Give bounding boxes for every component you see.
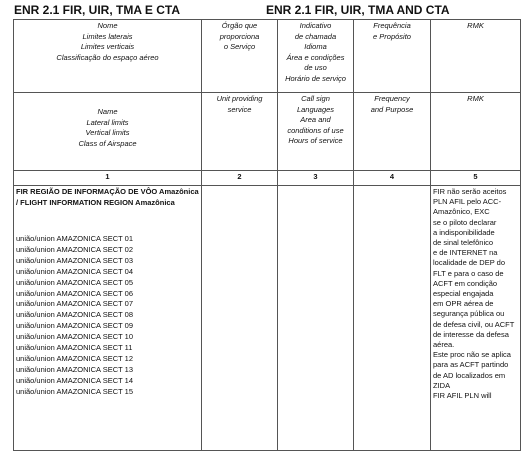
- column-number-5: 5: [431, 171, 521, 186]
- header-line: Call sign: [301, 94, 330, 103]
- remark-line: Amazônico, EXC: [433, 207, 490, 217]
- remark-line: para as ACFT partindo: [433, 360, 509, 370]
- remark-line: em OPR aérea de: [433, 299, 494, 309]
- sector-item: união/union AMAZONICA SECT 02: [16, 244, 134, 254]
- header-line: Name: [97, 107, 118, 116]
- sector-item: união/union AMAZONICA SECT 05: [16, 277, 134, 287]
- header-line: Class of Airspace: [78, 138, 137, 148]
- header-pt-col3: [278, 20, 354, 93]
- header-pt-col2: [202, 20, 278, 93]
- remark-line: de defesa civil, ou ACFT: [433, 319, 515, 329]
- header-line: Area and: [300, 115, 331, 124]
- remark-line: se o piloto declarar: [433, 217, 497, 227]
- remark-line: localidade de DEP do: [433, 258, 505, 268]
- header-line: Hours of service: [288, 136, 343, 145]
- sector-item: união/union AMAZONICA SECT 07: [16, 299, 134, 309]
- sector-item: união/union AMAZONICA SECT 13: [16, 364, 134, 374]
- remark-line: a indisponibilidade: [433, 227, 495, 237]
- sector-item: união/union AMAZONICA SECT 14: [16, 375, 134, 385]
- title-portuguese: ENR 2.1 FIR, UIR, TMA E CTA: [14, 3, 181, 17]
- remark-line: FLT e para o caso de: [433, 268, 504, 278]
- sector-item: união/union AMAZONICA SECT 10: [16, 332, 134, 342]
- sector-item: união/union AMAZONICA SECT 03: [16, 255, 134, 265]
- remark-line: FIR AFIL PLN will: [433, 391, 492, 401]
- header-line: Nome: [97, 21, 118, 30]
- header-line: Idioma: [304, 42, 327, 51]
- header-line: de chamada: [294, 31, 337, 41]
- frequency-cell: [354, 186, 431, 451]
- header-en-col5: [431, 93, 521, 171]
- remark-line: Este proc não se aplica: [433, 350, 511, 360]
- column-number-3: 3: [278, 171, 354, 186]
- header-line: Unit providing: [216, 94, 263, 103]
- sector-list: [16, 234, 199, 398]
- header-line: Vertical limits: [85, 128, 130, 137]
- remark-line: ACFT em condição: [433, 278, 498, 288]
- header-en-col1: [14, 93, 202, 171]
- header-pt-col1: [14, 20, 202, 93]
- header-en-col4: [354, 93, 431, 171]
- header-pt-col4: [354, 20, 431, 93]
- fir-row: [14, 186, 521, 451]
- column-number-row: [14, 171, 521, 186]
- remark-line: especial engajada: [433, 289, 494, 299]
- remark-line: e de INTERNET na: [433, 248, 498, 258]
- header-line: Órgão que: [221, 21, 258, 30]
- header-line: Limites verticais: [80, 42, 135, 51]
- header-line: Classificação do espaço aéreo: [56, 52, 159, 62]
- sector-item: união/union AMAZONICA SECT 12: [16, 353, 134, 363]
- column-number-1: 1: [14, 171, 202, 186]
- remark-line: ZIDA: [433, 380, 451, 390]
- header-line: Horário de serviço: [285, 73, 346, 83]
- header-line: Languages: [296, 104, 335, 114]
- header-line: and Purpose: [370, 104, 414, 114]
- header-line: Frequency: [374, 94, 410, 103]
- remark-line: aérea.: [433, 340, 455, 350]
- enr-table: [13, 19, 521, 451]
- header-en-col2: [202, 93, 278, 171]
- callsign-cell: [278, 186, 354, 451]
- sector-item: união/union AMAZONICA SECT 08: [16, 310, 134, 320]
- header-line: RMK: [467, 94, 484, 103]
- remark-line: de interesse da defesa: [433, 329, 509, 339]
- header-line: o Serviço: [223, 42, 256, 51]
- sector-item: união/union AMAZONICA SECT 15: [16, 386, 134, 396]
- header-line: proporciona: [219, 31, 260, 41]
- header-line: e Propósito: [373, 31, 411, 41]
- header-row-english: [14, 93, 521, 171]
- header-line: Área e condições: [286, 52, 345, 62]
- header-line: service: [227, 104, 252, 114]
- title-english: ENR 2.1 FIR, UIR, TMA AND CTA: [266, 3, 450, 17]
- header-line: RMK: [467, 21, 484, 30]
- sector-item: união/union AMAZONICA SECT 11: [16, 343, 133, 353]
- header-line: Indicativo: [299, 21, 332, 30]
- remark-line: FIR não serão aceitos: [433, 187, 507, 196]
- remark-line: de AD localizados em: [433, 370, 506, 380]
- column-number-4: 4: [354, 171, 431, 186]
- remark-line: de sinal telefônico: [433, 238, 494, 248]
- header-line: Lateral limits: [86, 117, 129, 127]
- column-number-2: 2: [202, 171, 278, 186]
- remarks-cell: [431, 186, 521, 451]
- sector-item: união/union AMAZONICA SECT 09: [16, 321, 134, 331]
- fir-name-cell: [14, 186, 202, 451]
- sector-item: união/union AMAZONICA SECT 06: [16, 288, 134, 298]
- header-line: de uso: [304, 63, 327, 72]
- header-line: Limites laterais: [82, 31, 133, 41]
- remark-line: segurança pública ou: [433, 309, 505, 319]
- header-pt-col5: [431, 20, 521, 93]
- sector-item: união/union AMAZONICA SECT 04: [16, 266, 134, 276]
- header-line: conditions of use: [287, 125, 344, 135]
- remark-line: PLN AFIL pelo ACC-: [433, 197, 502, 207]
- fir-name: FIR REGIÃO DE INFORMAÇÃO DE VÔO Amazônica / FLIGHT INFORMATION REGION Amazônica: [16, 187, 199, 207]
- header-en-col3: [278, 93, 354, 171]
- unit-cell: [202, 186, 278, 451]
- header-row-portuguese: [14, 20, 521, 93]
- header-line: Frequência: [373, 21, 411, 30]
- sector-item: união/union AMAZONICA SECT 01: [16, 234, 134, 243]
